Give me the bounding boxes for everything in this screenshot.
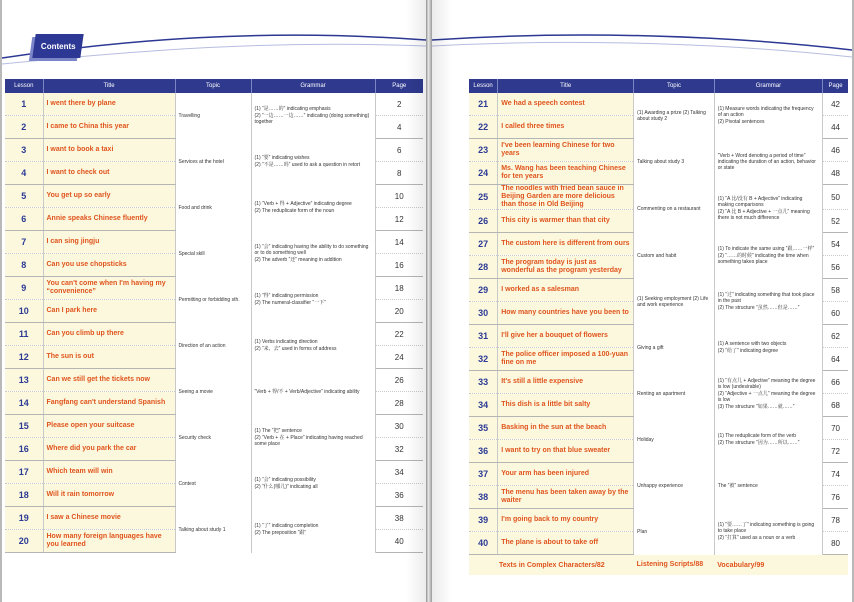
grammar-point: (1) “要” indicating wishes — [254, 155, 310, 161]
grammar-cell — [251, 415, 375, 461]
grammar-point: (2) The reduplicate form of the noun — [254, 208, 335, 214]
page-number: 48 — [823, 162, 848, 185]
page-number: 80 — [823, 532, 848, 555]
lesson-number: 31 — [469, 325, 498, 348]
page-number: 72 — [823, 440, 848, 463]
lesson-row[interactable] — [5, 369, 423, 392]
grammar-point: (1) “会” indicating having the ability to do something or to do something well — [254, 244, 369, 256]
lesson-number: 14 — [5, 392, 43, 415]
lesson-title-link[interactable]: This city is warmer than that city — [498, 210, 634, 233]
lesson-title-link[interactable]: I want to try on that blue sweater — [498, 440, 634, 463]
page-number: 62 — [823, 325, 848, 348]
lesson-title-link[interactable]: This dish is a little bit salty — [498, 394, 634, 417]
grammar-cell — [714, 371, 822, 417]
lesson-column-header: Lesson — [5, 79, 43, 93]
grammar-cell — [251, 231, 375, 277]
lesson-number: 25 — [469, 185, 498, 210]
grammar-cell — [251, 277, 375, 323]
topic-cell: Holiday — [634, 417, 715, 463]
grammar-point: The “被” sentence — [717, 482, 758, 489]
grammar-point: (2) “Verb + 在 + Place” indicating having reached some place — [254, 435, 363, 447]
page-number: 52 — [823, 210, 848, 233]
lesson-number: 36 — [469, 440, 498, 463]
lesson-row[interactable] — [469, 509, 848, 532]
page-number: 76 — [823, 486, 848, 509]
topic-cell: Giving a gift — [634, 325, 715, 371]
lesson-number: 12 — [5, 346, 43, 369]
grammar-cell — [251, 369, 375, 415]
grammar-point: (2) “什么(哪儿)” indicating all — [254, 484, 318, 490]
lesson-title-link[interactable]: You get up so early — [43, 185, 175, 208]
lesson-title-link[interactable]: Can we still get the tickets now — [43, 369, 175, 392]
page-number: 32 — [375, 438, 423, 461]
grammar-cell — [714, 325, 822, 371]
lesson-title-link[interactable]: The police officer imposed a 100-yuan fine on me — [498, 348, 634, 371]
left-page — [2, 0, 426, 602]
lesson-number: 32 — [469, 348, 498, 371]
lesson-title-link[interactable]: The menu has been taken away by the waiter — [498, 486, 634, 509]
lesson-title-link[interactable]: Can you use chopsticks — [43, 254, 175, 277]
lesson-number: 1 — [5, 93, 43, 116]
header-swoosh-right — [432, 0, 852, 80]
lesson-title-link[interactable]: I want to check out — [43, 162, 175, 185]
grammar-point: (1) “要……了” indicating something is going to take place — [717, 522, 815, 534]
lesson-number: 2 — [5, 116, 43, 139]
topic-cell: Security check — [175, 415, 251, 461]
lesson-title-link[interactable]: It's still a little expensive — [498, 371, 634, 394]
grammar-cell — [251, 461, 375, 507]
grammar-point: (1) “得” indicating permission — [254, 293, 319, 299]
title-column-header: Title — [498, 79, 634, 93]
page-number: 14 — [375, 231, 423, 254]
lesson-row[interactable] — [469, 233, 848, 256]
grammar-cell — [714, 463, 822, 509]
lesson-title-link[interactable]: Where did you park the car — [43, 438, 175, 461]
page-number: 50 — [823, 185, 848, 210]
page-number: 16 — [375, 254, 423, 277]
grammar-point: (2) “……的时候” indicating the time when something takes place — [717, 253, 809, 265]
topic-cell: Custom and habit — [634, 233, 715, 279]
grammar-cell — [714, 279, 822, 325]
lesson-row[interactable] — [469, 93, 848, 116]
appendix-row — [469, 555, 848, 576]
grammar-point: (2) “一边……一边……” indicating (doing something) together — [254, 113, 370, 126]
lesson-title-link[interactable]: I came to China this year — [43, 116, 175, 139]
title-column-header: Title — [43, 79, 175, 93]
grammar-point: (1) “过” indicating something that took place in the past — [717, 292, 815, 304]
lesson-number: 22 — [469, 116, 498, 139]
grammar-point: (1) A sentence with two objects — [717, 341, 787, 347]
grammar-point: (2) The preposition “跟” — [254, 530, 307, 536]
lesson-number: 13 — [5, 369, 43, 392]
topic-cell: Direction of an action — [175, 323, 251, 369]
grammar-point: (2) The structure “因为……所以……” — [717, 440, 800, 446]
grammar-point: (1) “了” indicating completion — [254, 523, 319, 529]
page-number: 2 — [375, 93, 423, 116]
lesson-number: 10 — [5, 300, 43, 323]
page-number: 54 — [823, 233, 848, 256]
grammar-cell — [714, 417, 822, 463]
toc-header-row — [469, 79, 848, 93]
grammar-cell — [714, 509, 822, 555]
lesson-number: 30 — [469, 302, 498, 325]
lesson-title-link[interactable]: The noodles with fried bean sauce in Beijing Garden are more delicious than those in Old Beijing — [498, 185, 634, 210]
page-number: 10 — [375, 185, 423, 208]
lesson-number: 35 — [469, 417, 498, 440]
grammar-cell — [714, 139, 822, 185]
lesson-number: 28 — [469, 256, 498, 279]
grammar-column-header: Grammar — [251, 79, 375, 93]
page-number: 36 — [375, 484, 423, 507]
lesson-number: 9 — [5, 277, 43, 300]
lesson-title-link[interactable]: I saw a Chinese movie — [43, 507, 175, 530]
complex-characters-link[interactable]: Texts in Complex Characters/82 — [469, 555, 634, 576]
page-number: 60 — [823, 302, 848, 325]
lesson-title-link[interactable]: Please open your suitcase — [43, 415, 175, 438]
grammar-point: “Verb + 得/不 + Verb/Adjective” indicating ability — [254, 388, 360, 395]
grammar-cell — [251, 507, 375, 553]
lesson-number: 26 — [469, 210, 498, 233]
grammar-point: (2) “不是……吗” used to ask a question in retort — [254, 162, 361, 168]
grammar-point: (1) “会” indicating possibility — [254, 477, 316, 483]
topic-cell: Plan — [634, 509, 715, 555]
lesson-row[interactable] — [469, 371, 848, 394]
topic-cell: Food and drink — [175, 185, 251, 231]
toc-table-right — [469, 79, 848, 575]
lesson-title-link[interactable]: The program today is just as wonderful as the program yesterday — [498, 256, 634, 279]
lesson-title-link[interactable]: The plane is about to take off — [498, 532, 634, 555]
topic-cell: Unhappy experience — [634, 463, 715, 509]
grammar-point: (2) “给了” indicating degree — [717, 348, 779, 354]
page-number: 4 — [375, 116, 423, 139]
grammar-cell — [251, 139, 375, 185]
lesson-number: 3 — [5, 139, 43, 162]
lesson-number: 24 — [469, 162, 498, 185]
page-column-header: Page — [823, 79, 848, 93]
lesson-row[interactable] — [5, 185, 423, 208]
grammar-point: (1) “Verb + 得 + Adjective” indicating degree — [254, 201, 352, 207]
lesson-title-link[interactable]: The custom here is different from ours — [498, 233, 634, 256]
lesson-title-link[interactable]: I called three times — [498, 116, 634, 139]
grammar-point: (1) The “把” sentence — [254, 428, 302, 434]
right-page — [432, 0, 852, 602]
lesson-number: 17 — [5, 461, 43, 484]
grammar-point: (2) “Adjective + 一点儿” meaning the degree is low — [717, 390, 816, 403]
lesson-title-link[interactable]: I'm going back to my country — [498, 509, 634, 532]
listening-scripts-link[interactable]: Listening Scripts/88 — [634, 555, 715, 576]
lesson-row[interactable] — [5, 507, 423, 530]
lesson-row[interactable] — [5, 415, 423, 438]
lesson-title-link[interactable]: Can I park here — [43, 300, 175, 323]
grammar-column-header: Grammar — [714, 79, 822, 93]
lesson-number: 27 — [469, 233, 498, 256]
page-number: 78 — [823, 509, 848, 532]
lesson-number: 15 — [5, 415, 43, 438]
page-number: 42 — [823, 93, 848, 116]
lesson-title-link[interactable]: I worked as a salesman — [498, 279, 634, 302]
topic-cell: Travelling — [175, 93, 251, 139]
grammar-point: (1) Verbs indicating direction — [254, 339, 318, 345]
page-number: 70 — [823, 417, 848, 440]
grammar-cell — [251, 185, 375, 231]
grammar-point: (2) The structure “虽然……但是……” — [717, 305, 800, 311]
grammar-point: (1) “有点儿 + Adjective” meaning the degree is low (undesirable) — [717, 377, 816, 390]
lesson-number: 4 — [5, 162, 43, 185]
lesson-number: 37 — [469, 463, 498, 486]
lesson-title-link[interactable]: Can you climb up there — [43, 323, 175, 346]
page-number: 22 — [375, 323, 423, 346]
grammar-point: (2) “打算” used as a noun or a verb — [717, 535, 796, 541]
page-number: 64 — [823, 348, 848, 371]
lesson-number: 29 — [469, 279, 498, 302]
lesson-title-link[interactable]: I've been learning Chinese for two years — [498, 139, 634, 162]
lesson-title-link[interactable]: Will it rain tomorrow — [43, 484, 175, 507]
lesson-row[interactable] — [469, 325, 848, 348]
page-number: 66 — [823, 371, 848, 394]
topic-cell: Seeing a movie — [175, 369, 251, 415]
grammar-cell — [714, 93, 822, 139]
page-number: 58 — [823, 279, 848, 302]
page-number: 6 — [375, 139, 423, 162]
page-number: 24 — [375, 346, 423, 369]
page-number: 8 — [375, 162, 423, 185]
lesson-row[interactable] — [469, 139, 848, 162]
lesson-row[interactable] — [469, 279, 848, 302]
lesson-row[interactable] — [469, 463, 848, 486]
lesson-title-link[interactable]: I want to book a taxi — [43, 139, 175, 162]
lesson-number: 34 — [469, 394, 498, 417]
grammar-point: (2) “A 比 B + Adjective + 一点儿” meaning there is not much difference — [717, 209, 810, 221]
lesson-title-link[interactable]: Which team will win — [43, 461, 175, 484]
lesson-row[interactable] — [5, 139, 423, 162]
page-number: 26 — [375, 369, 423, 392]
topic-cell: Talking about study 3 — [634, 139, 715, 185]
lesson-number: 6 — [5, 208, 43, 231]
page-number: 34 — [375, 461, 423, 484]
lesson-number: 11 — [5, 323, 43, 346]
grammar-cell — [714, 185, 822, 233]
topic-cell: Contest — [175, 461, 251, 507]
lesson-row[interactable] — [5, 93, 423, 116]
page-number: 38 — [375, 507, 423, 530]
lesson-title-link[interactable]: How many foreign languages have you learned — [43, 530, 175, 553]
page-number: 74 — [823, 463, 848, 486]
lesson-title-link[interactable]: Basking in the sun at the beach — [498, 417, 634, 440]
page-number: 28 — [375, 392, 423, 415]
grammar-point: (2) Pivotal sentences — [717, 119, 765, 126]
page-number: 30 — [375, 415, 423, 438]
lesson-title-link[interactable]: Your arm has been injured — [498, 463, 634, 486]
lesson-number: 18 — [5, 484, 43, 507]
topic-column-header: Topic — [634, 79, 715, 93]
grammar-point: (1) “A 比/没有 B + Adjective” indicating making comparisons — [717, 196, 803, 208]
page-column-header: Page — [375, 79, 423, 93]
toc-table-left — [5, 79, 423, 553]
grammar-cell — [251, 323, 375, 369]
lesson-title-link[interactable]: You can't come when I'm having my “convenience” — [43, 277, 175, 300]
lesson-number: 8 — [5, 254, 43, 277]
page-number: 18 — [375, 277, 423, 300]
page-number: 46 — [823, 139, 848, 162]
grammar-point: (1) The reduplicate form of the verb — [717, 433, 797, 439]
topic-cell: Commenting on a restaurant — [634, 185, 715, 233]
lesson-number: 23 — [469, 139, 498, 162]
page-number: 12 — [375, 208, 423, 231]
lesson-title-link[interactable]: I can sing jingju — [43, 231, 175, 254]
lesson-number: 38 — [469, 486, 498, 509]
lesson-title-link[interactable]: I'll give her a bouquet of flowers — [498, 325, 634, 348]
topic-cell: (1) Awarding a prize (2) Talking about study 2 — [634, 93, 715, 139]
grammar-point: (1) Measure words indicating the frequency of an action — [717, 106, 814, 119]
lesson-title-link[interactable]: We had a speech contest — [498, 93, 634, 116]
page-number: 20 — [375, 300, 423, 323]
vocabulary-link[interactable]: Vocabulary/99 — [714, 555, 848, 576]
lesson-number: 19 — [5, 507, 43, 530]
lesson-number: 5 — [5, 185, 43, 208]
topic-cell: Talking about study 1 — [175, 507, 251, 553]
grammar-point: (3) The structure “如果……就……” — [717, 403, 795, 410]
lesson-number: 7 — [5, 231, 43, 254]
grammar-point: (2) The numeral-classifier “一下” — [254, 300, 326, 306]
lesson-number: 16 — [5, 438, 43, 461]
topic-cell: Renting an apartment — [634, 371, 715, 417]
page-number: 44 — [823, 116, 848, 139]
grammar-point: (1) “是……的” indicating emphasis — [254, 106, 331, 113]
lesson-title-link[interactable]: Fangfang can't understand Spanish — [43, 392, 175, 415]
lesson-row[interactable] — [5, 277, 423, 300]
contents-label: Contents — [40, 41, 76, 51]
topic-column-header: Topic — [175, 79, 251, 93]
page-number: 40 — [375, 530, 423, 553]
lesson-row[interactable] — [5, 461, 423, 484]
page-number: 56 — [823, 256, 848, 279]
contents-badge — [32, 34, 83, 58]
lesson-title-link[interactable]: I went there by plane — [43, 93, 175, 116]
lesson-number: 21 — [469, 93, 498, 116]
lesson-title-link[interactable]: Annie speaks Chinese fluently — [43, 208, 175, 231]
lesson-number: 33 — [469, 371, 498, 394]
lesson-number: 39 — [469, 509, 498, 532]
topic-cell: Permitting or forbidding sth. — [175, 277, 251, 323]
grammar-point: “Verb + Word denoting a period of time” indicating the duration of an action, behavior or state — [717, 152, 816, 171]
lesson-title-link[interactable]: Ms. Wang has been teaching Chinese for ten years — [498, 162, 634, 185]
page-number: 68 — [823, 394, 848, 417]
grammar-point: (1) To indicate the same using “跟……一样” — [717, 246, 815, 252]
grammar-point: (2) The adverb “还” meaning in addition — [254, 257, 342, 263]
lesson-number: 20 — [5, 530, 43, 553]
lesson-row[interactable] — [5, 231, 423, 254]
lesson-column-header: Lesson — [469, 79, 498, 93]
topic-cell: Services at the hotel — [175, 139, 251, 185]
grammar-cell — [714, 233, 822, 279]
lesson-row[interactable] — [469, 417, 848, 440]
toc-header-row — [5, 79, 423, 93]
topic-cell: Special skill — [175, 231, 251, 277]
lesson-title-link[interactable]: The sun is out — [43, 346, 175, 369]
topic-cell: (1) Seeking employment (2) Life and work experience — [634, 279, 715, 325]
grammar-point: (2) “来、去” used in forms of address — [254, 346, 337, 352]
lesson-row[interactable] — [5, 323, 423, 346]
lesson-row[interactable] — [469, 185, 848, 210]
grammar-cell — [251, 93, 375, 139]
lesson-number: 40 — [469, 532, 498, 555]
lesson-title-link[interactable]: How many countries have you been to — [498, 302, 634, 325]
